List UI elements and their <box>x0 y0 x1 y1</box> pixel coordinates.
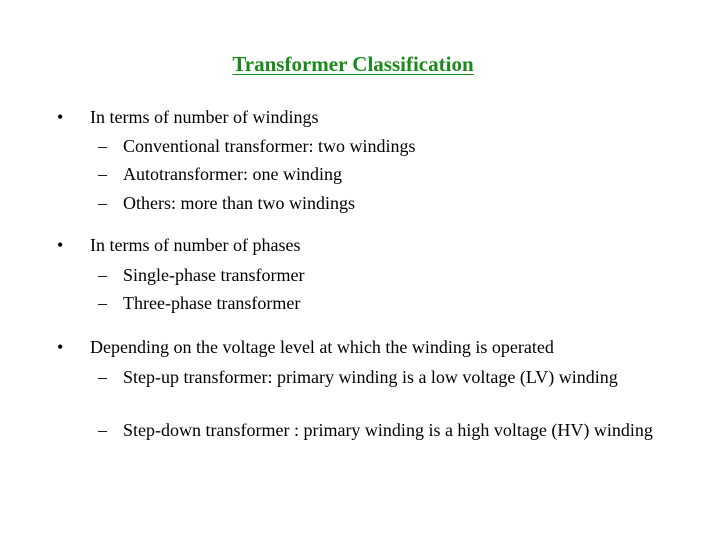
slide-title: Transformer Classification <box>232 52 474 76</box>
bullet-text: In terms of number of windings <box>90 107 319 127</box>
sub-text: Step-down transformer : primary winding is a high voltage (HV) winding <box>123 420 653 440</box>
sub-text: Step-up transformer: primary winding is a low voltage (LV) winding <box>123 367 618 387</box>
dash-icon: – <box>98 293 107 313</box>
dash-icon: – <box>98 164 107 184</box>
dash-icon: – <box>98 193 107 213</box>
bullet-icon: • <box>57 235 64 255</box>
sub-text: Single-phase transformer <box>123 265 305 285</box>
bullet-text: In terms of number of phases <box>90 235 301 255</box>
bullet-text: Depending on the voltage level at which the winding is operated <box>90 337 554 357</box>
dash-icon: – <box>98 136 107 156</box>
sub-text: Three-phase transformer <box>123 293 301 313</box>
bullet-icon: • <box>57 337 64 357</box>
dash-icon: – <box>98 367 107 387</box>
dash-icon: – <box>98 420 107 440</box>
sub-text: Others: more than two windings <box>123 193 355 213</box>
sub-text: Conventional transformer: two windings <box>123 136 416 156</box>
bullet-icon: • <box>57 107 64 127</box>
dash-icon: – <box>98 265 107 285</box>
sub-text: Autotransformer: one winding <box>123 164 342 184</box>
